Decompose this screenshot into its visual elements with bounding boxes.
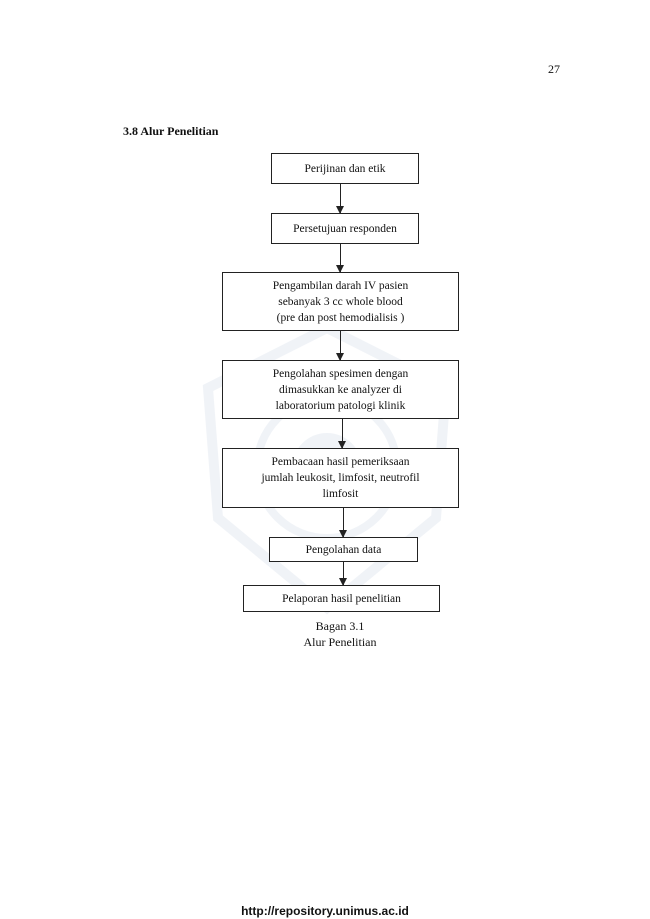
flow-arrow bbox=[343, 508, 344, 537]
flow-arrow bbox=[340, 244, 341, 272]
flow-step-consent: Persetujuan responden bbox=[271, 213, 419, 244]
flow-arrow bbox=[343, 562, 344, 585]
flow-step-permission: Perijinan dan etik bbox=[271, 153, 419, 184]
flow-step-specimen-processing: Pengolahan spesimen dengan dimasukkan ke analyzer di laboratorium patologi klinik bbox=[222, 360, 459, 419]
figure-title: Alur Penelitian bbox=[303, 635, 377, 649]
flow-step-blood-sampling: Pengambilan darah IV pasien sebanyak 3 cc whole blood (pre dan post hemodialisis ) bbox=[222, 272, 459, 331]
footer-repository-link[interactable]: http://repository.unimus.ac.id bbox=[241, 904, 409, 918]
flow-arrow bbox=[340, 331, 341, 360]
figure-number: Bagan 3.1 bbox=[315, 619, 365, 633]
flow-step-data-processing: Pengolahan data bbox=[269, 537, 418, 562]
section-heading: 3.8 Alur Penelitian bbox=[123, 124, 219, 138]
flow-arrow bbox=[342, 419, 343, 448]
flow-arrow bbox=[340, 184, 341, 213]
flow-step-result-reading: Pembacaan hasil pemeriksaan jumlah leukosit, limfosit, neutrofil limfosit bbox=[222, 448, 459, 508]
page-number: 27 bbox=[548, 62, 560, 76]
flow-step-reporting: Pelaporan hasil penelitian bbox=[243, 585, 440, 612]
